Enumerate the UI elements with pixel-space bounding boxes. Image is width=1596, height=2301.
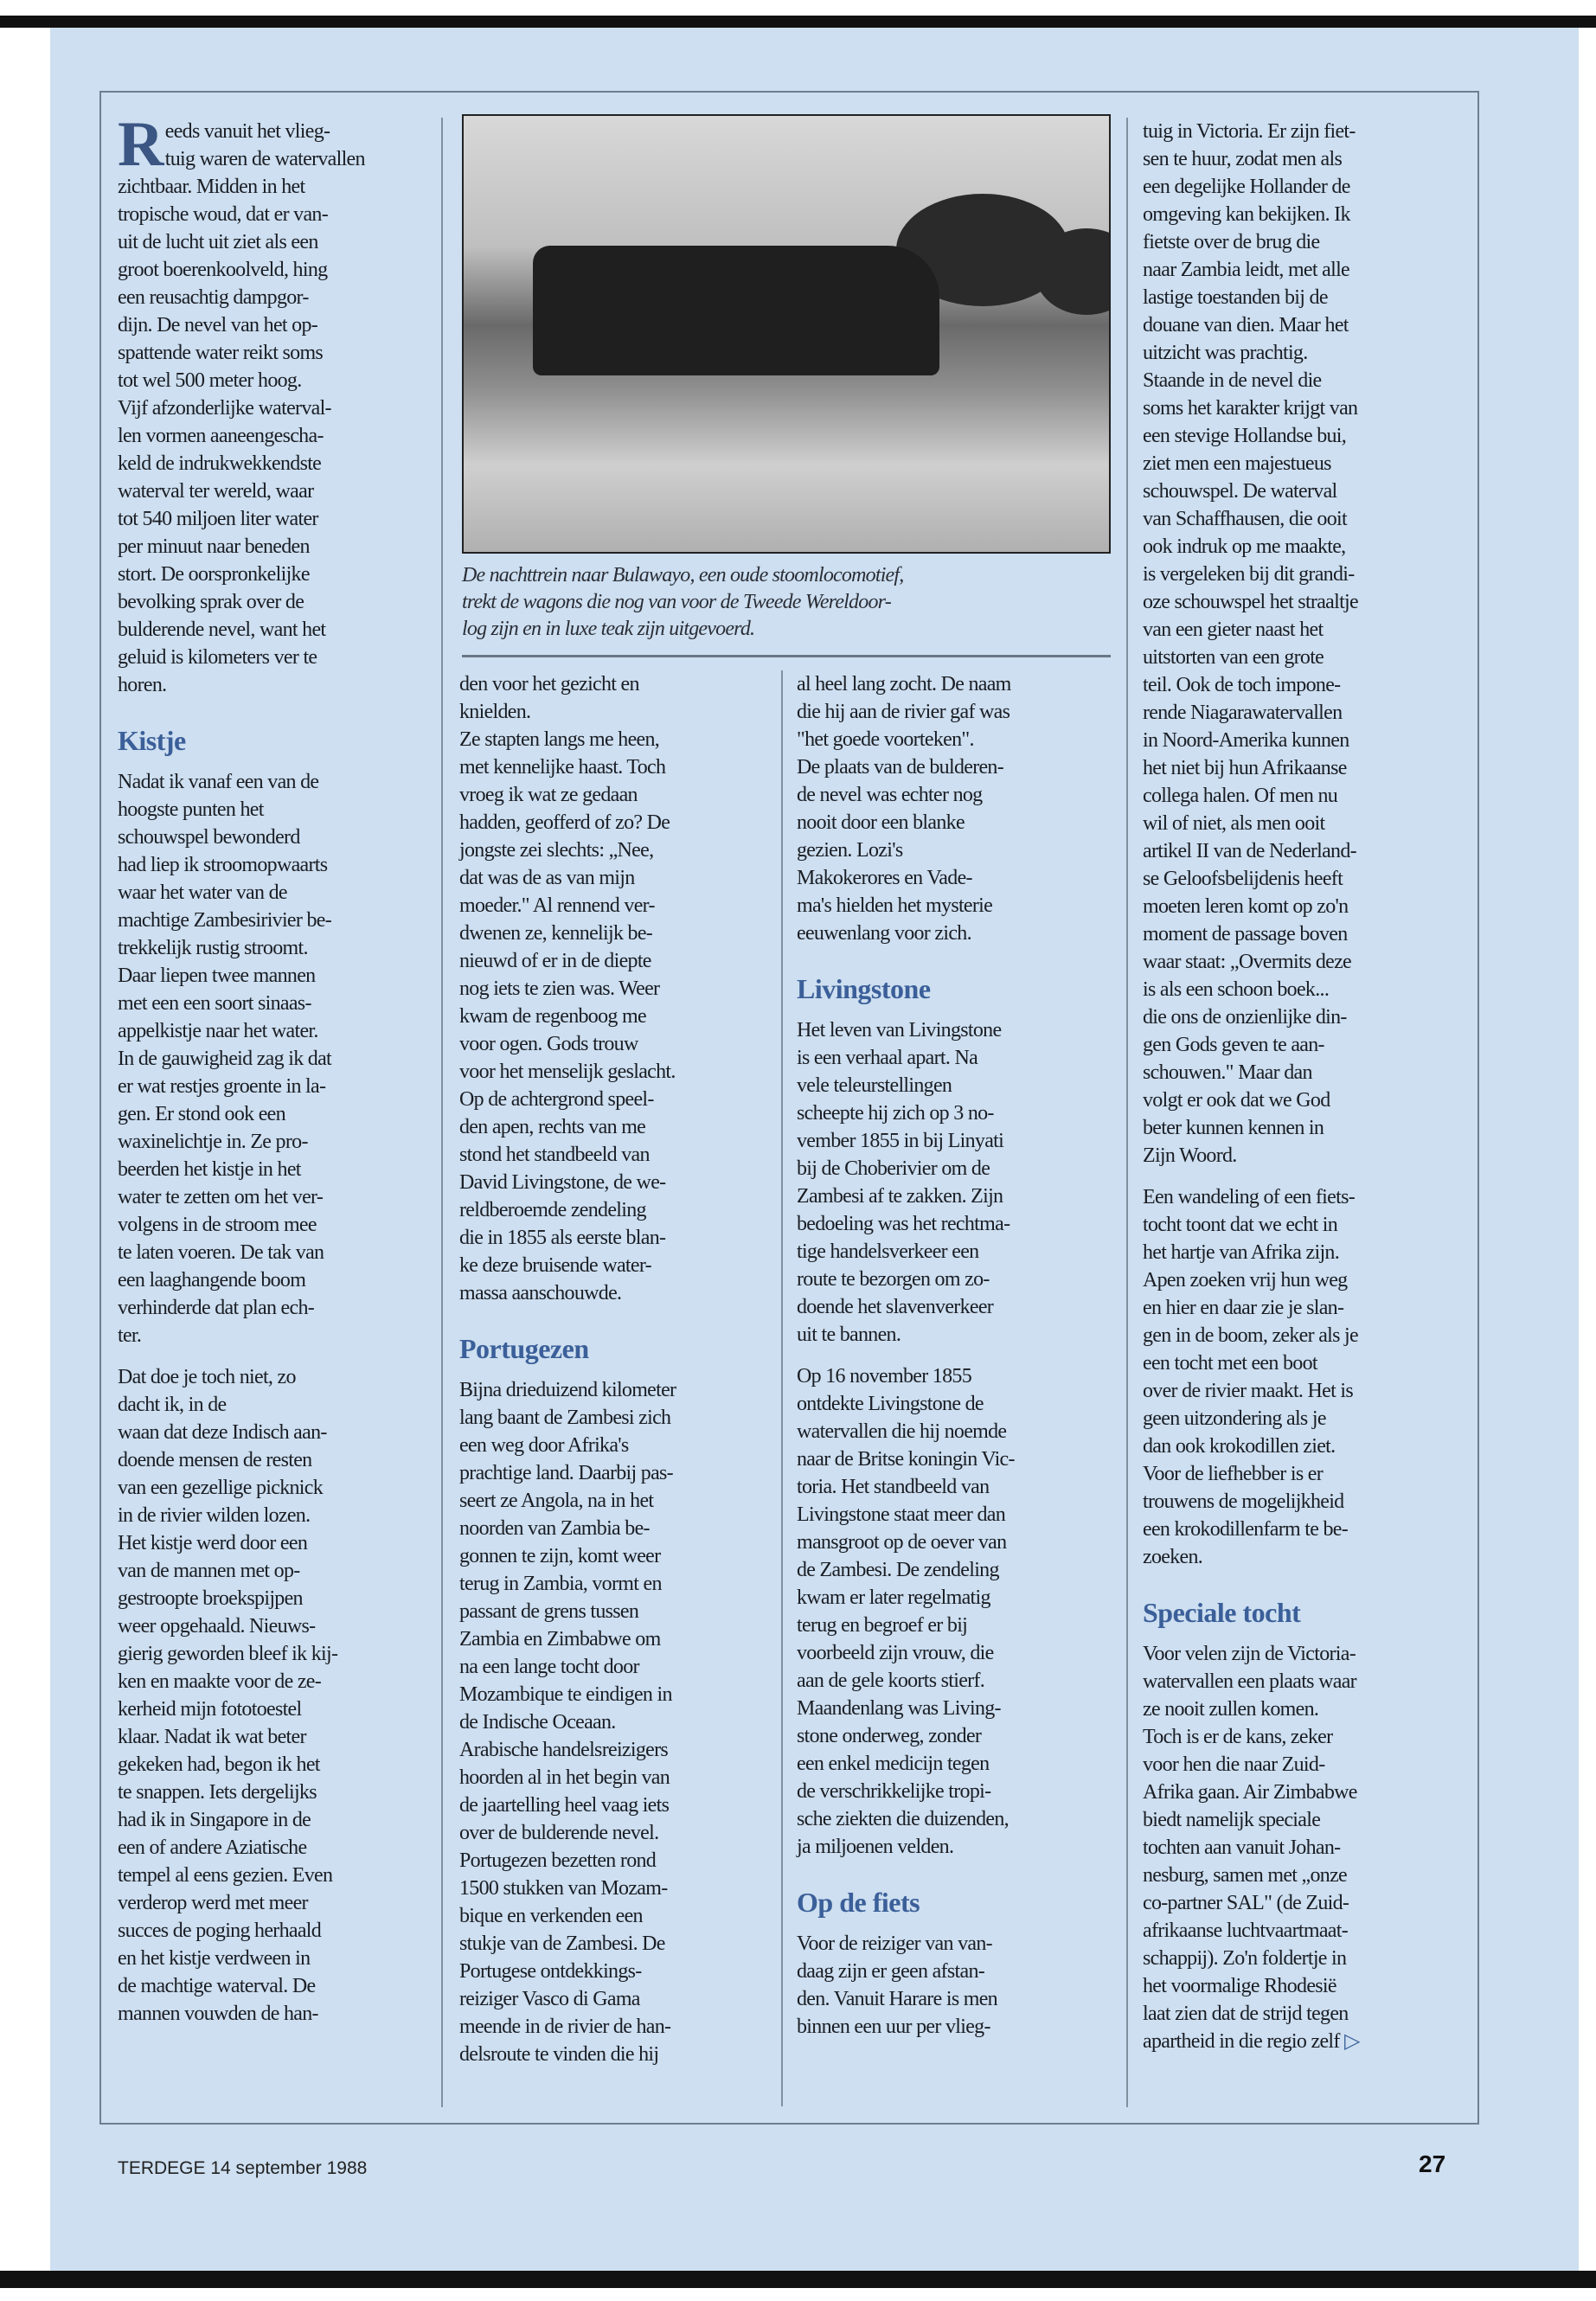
paragraph: Een wandeling of een fiets- tocht toont dat we echt in het hartje van Afrika zijn. Apen zoeken vrij hun weg en hier en daar zie je slan- gen in de boom, zeker als je een tocht met een boot over de rivier maakt. Het is geen uitzondering als je dan ook krokodillen ziet. Voor de liefhebber is er trouwens de mogelijkheid een krokodillenfarm te be- zoeken.	[1143, 1186, 1358, 1568]
continue-arrow-icon: ▷	[1343, 2030, 1360, 2053]
intro-text: eeds vanuit het vlieg- tuig waren de watervallen zichtbaar. Midden in het tropische woud, dat er van- uit de lucht uit ziet als een groot boerenkoolveld, hing een reusachtig dampgor- dijn. De nevel van het op- spattende water reikt soms tot wel 500 meter hoog. Vijf afzonderlijke waterval- len vormen aaneengescha- keld de indrukwekkendste waterval ter wereld, waar tot 540 miljoen liter water per minuut naar beneden stort. De oorspronkelijke bevolking sprak over de bulderende nevel, want het geluid is kilometers ver te horen.	[118, 120, 365, 696]
steam-locomotive-photo	[462, 114, 1111, 554]
paragraph: al heel lang zocht. De naam die hij aan de rivier gaf was "het goede voorteken". De plaats van de bulderen- de nevel was echter nog nooit door een blanke gezien. Lozi's Makokerores en Vade- ma's hielden het mysterie eeuwenlang voor zich.	[797, 673, 1011, 945]
column-3	[797, 670, 1112, 2054]
publication-footer: TERDEGE 14 september 1988	[118, 2158, 368, 2178]
heading-livingstone: Livingstone	[797, 973, 931, 1004]
caption-divider	[462, 655, 1111, 657]
intro-paragraph	[118, 109, 429, 699]
paragraph: Nadat ik vanaf een van de hoogste punten het schouwspel bewonderd had liep ik stroomopwaarts waar het water van de machtige Zambesirivier be- trekkelijk rustig stroomt. Daar liepen twee mannen met een een soort sinaas- appelkistje naar het water. In de gauwigheid zag ik dat er wat restjes groente in la- gen. Er stond ook een waxinelichtje in. Ze pro- beerden het kistje in het water te zetten om het ver- volgens in de stroom mee te laten voeren. De tak van een laaghangende boom verhinderde dat plan ech- ter.	[118, 771, 332, 1347]
column-divider	[781, 670, 783, 2106]
paragraph-text: Voor velen zijn de Victoria- watervallen een plaats waar ze nooit zullen komen. Toch is er de kans, zeker voor hen die naar Zuid- Afrika gaan. Air Zimbabwe biedt namelijk speciale tochten aan vanuit Johan- nesburg, samen met „onze co-partner SAL" (de Zuid- afrikaanse luchtvaartmaat- schappij). Zo'n foldertje in het voormalige Rhodesië laat zien dat de strijd tegen apartheid in die regio zelf	[1143, 1643, 1357, 2053]
paragraph: Het leven van Livingstone is een verhaal apart. Na vele teleurstellingen scheepte hij zich op 3 no- vember 1855 in bij Linyati bij de Choberivier om de Zambesi af te zakken. Zijn bedoeling was het rechtma- tige handelsverkeer een route te bezorgen om zo- doende het slavenverkeer uit te bannen.	[797, 1019, 1010, 1346]
heading-op-de-fiets: Op de fiets	[797, 1887, 920, 1918]
paragraph: Dat doe je toch niet, zo dacht ik, in de waan dat deze Indisch aan- doende mensen de resten van een gezellige picknick in de rivier wilden lozen. Het kistje werd door een van de mannen met op- gestroopte broekspijpen weer opgehaald. Nieuws- gierig geworden bleef ik kij- ken en maakte voor de ze- kerheid mijn fototoestel klaar. Nadat ik wat beter gekeken had, begon ik het te snappen. Iets dergelijks had ik in Singapore in de een of andere Aziatische tempel al eens gezien. Even verderop werd met meer succes de poging herhaald en het kistje verdween in de machtige waterval. De mannen vouwden de han-	[118, 1366, 338, 2025]
heading-kistje: Kistje	[118, 725, 186, 756]
scan-border-top	[0, 16, 1596, 28]
paragraph: den voor het gezicht en knielden. Ze stapten langs me heen, met kennelijke haast. Toch vroeg ik wat ze gedaan hadden, geofferd of zo? De jongste zei slechts: „Nee, dat was de as van mijn moeder." Al rennend ver- dwenen ze, kennelijk be- nieuwd of er in de diepte nog iets te zien was. Weer kwam de regenboog me voor ogen. Gods trouw voor het menselijk geslacht. Op de achtergrond speel- den apen, rechts van me stond het standbeeld van David Livingstone, de we- reldberoemde zendeling die in 1855 als eerste blan- ke deze bruisende water- massa aanschouwde.	[459, 673, 676, 1304]
paragraph: Voor de reiziger van van- daag zijn er geen afstan- den. Vanuit Harare is men binnen een uur per vlieg-	[797, 1932, 997, 2038]
paragraph: tuig in Victoria. Er zijn fiet- sen te huur, zodat men als een degelijke Hollander de omgeving kan bekijken. Ik fietste over de brug die naar Zambia leidt, met alle lastige toestanden bij de douane van dien. Maar het uitzicht was prachtig. Staande in de nevel die soms het karakter krijgt van een stevige Hollandse bui, ziet men een majestueus schouwspel. De waterval van Schaffhausen, die ooit ook indruk op me maakte, is vergeleken bij dit grandi- oze schouwspel het straaltje van een gieter naast het uitstorten van een grote teil. Ook de toch impone- rende Niagarawatervallen in Noord-Amerika kunnen het niet bij hun Afrikaanse collega halen. Of men nu wil of niet, als men ooit artikel II van de Nederland- se Geloofsbelijdenis heeft moeten leren komt op zo'n moment de passage boven waar staat: „Overmits deze is als een schoon boek... die ons de onzienlijke din- gen Gods geven te aan- schouwen." Maar dan volgt er ook dat we God beter kunnen kennen in Zijn Woord.	[1143, 120, 1358, 1167]
heading-portugezen: Portugezen	[459, 1333, 589, 1364]
paragraph: Bijna drieduizend kilometer lang baant de Zambesi zich een weg door Afrika's prachtige land. Daarbij pas- seert ze Angola, na in het noorden van Zambia be- gonnen te zijn, komt weer terug in Zambia, vormt en passant de grens tussen Zambia en Zimbabwe om na een lange tocht door Mozambique te eindigen in de Indische Oceaan. Arabische handelsreizigers hoorden al in het begin van de jaartelling heel vaag iets over de bulderende nevel. Portugezen bezetten rond 1500 stukken van Mozam- bique en verkenden een stukje van de Zambesi. De Portugese ontdekkings- reiziger Vasco di Gama meende in de rivier de han- delsroute te vinden die hij	[459, 1379, 676, 2066]
column-1	[118, 109, 429, 2041]
column-divider	[441, 118, 443, 2107]
heading-speciale-tocht: Speciale tocht	[1143, 1597, 1301, 1628]
column-4	[1143, 118, 1458, 2069]
column-divider	[1126, 118, 1128, 2107]
paragraph: Op 16 november 1855 ontdekte Livingstone de watervallen die hij noemde naar de Britse koningin Vic- toria. Het standbeeld van Livingstone staat meer dan mansgroot op de oever van de Zambesi. De zendeling kwam er later regelmatig terug en begroef er bij voorbeeld zijn vrouw, die aan de gele koorts stierf. Maandenlang was Living- stone onderweg, zonder een enkel medicijn tegen de verschrikkelijke tropi- sche ziekten die duizenden, ja miljoenen velden.	[797, 1365, 1015, 1858]
drop-cap: R	[118, 109, 163, 180]
photo-caption: De nachttrein naar Bulawayo, een oude stoomlocomotief, trekt de wagons die nog van voor de Tweede Wereldoor- log zijn en in luxe teak zijn uitgevoerd.	[462, 564, 904, 640]
column-2	[459, 670, 771, 2082]
scan-border-bottom	[0, 2271, 1596, 2288]
page-number: 27	[1419, 2150, 1446, 2177]
paragraph	[1143, 1640, 1458, 2055]
